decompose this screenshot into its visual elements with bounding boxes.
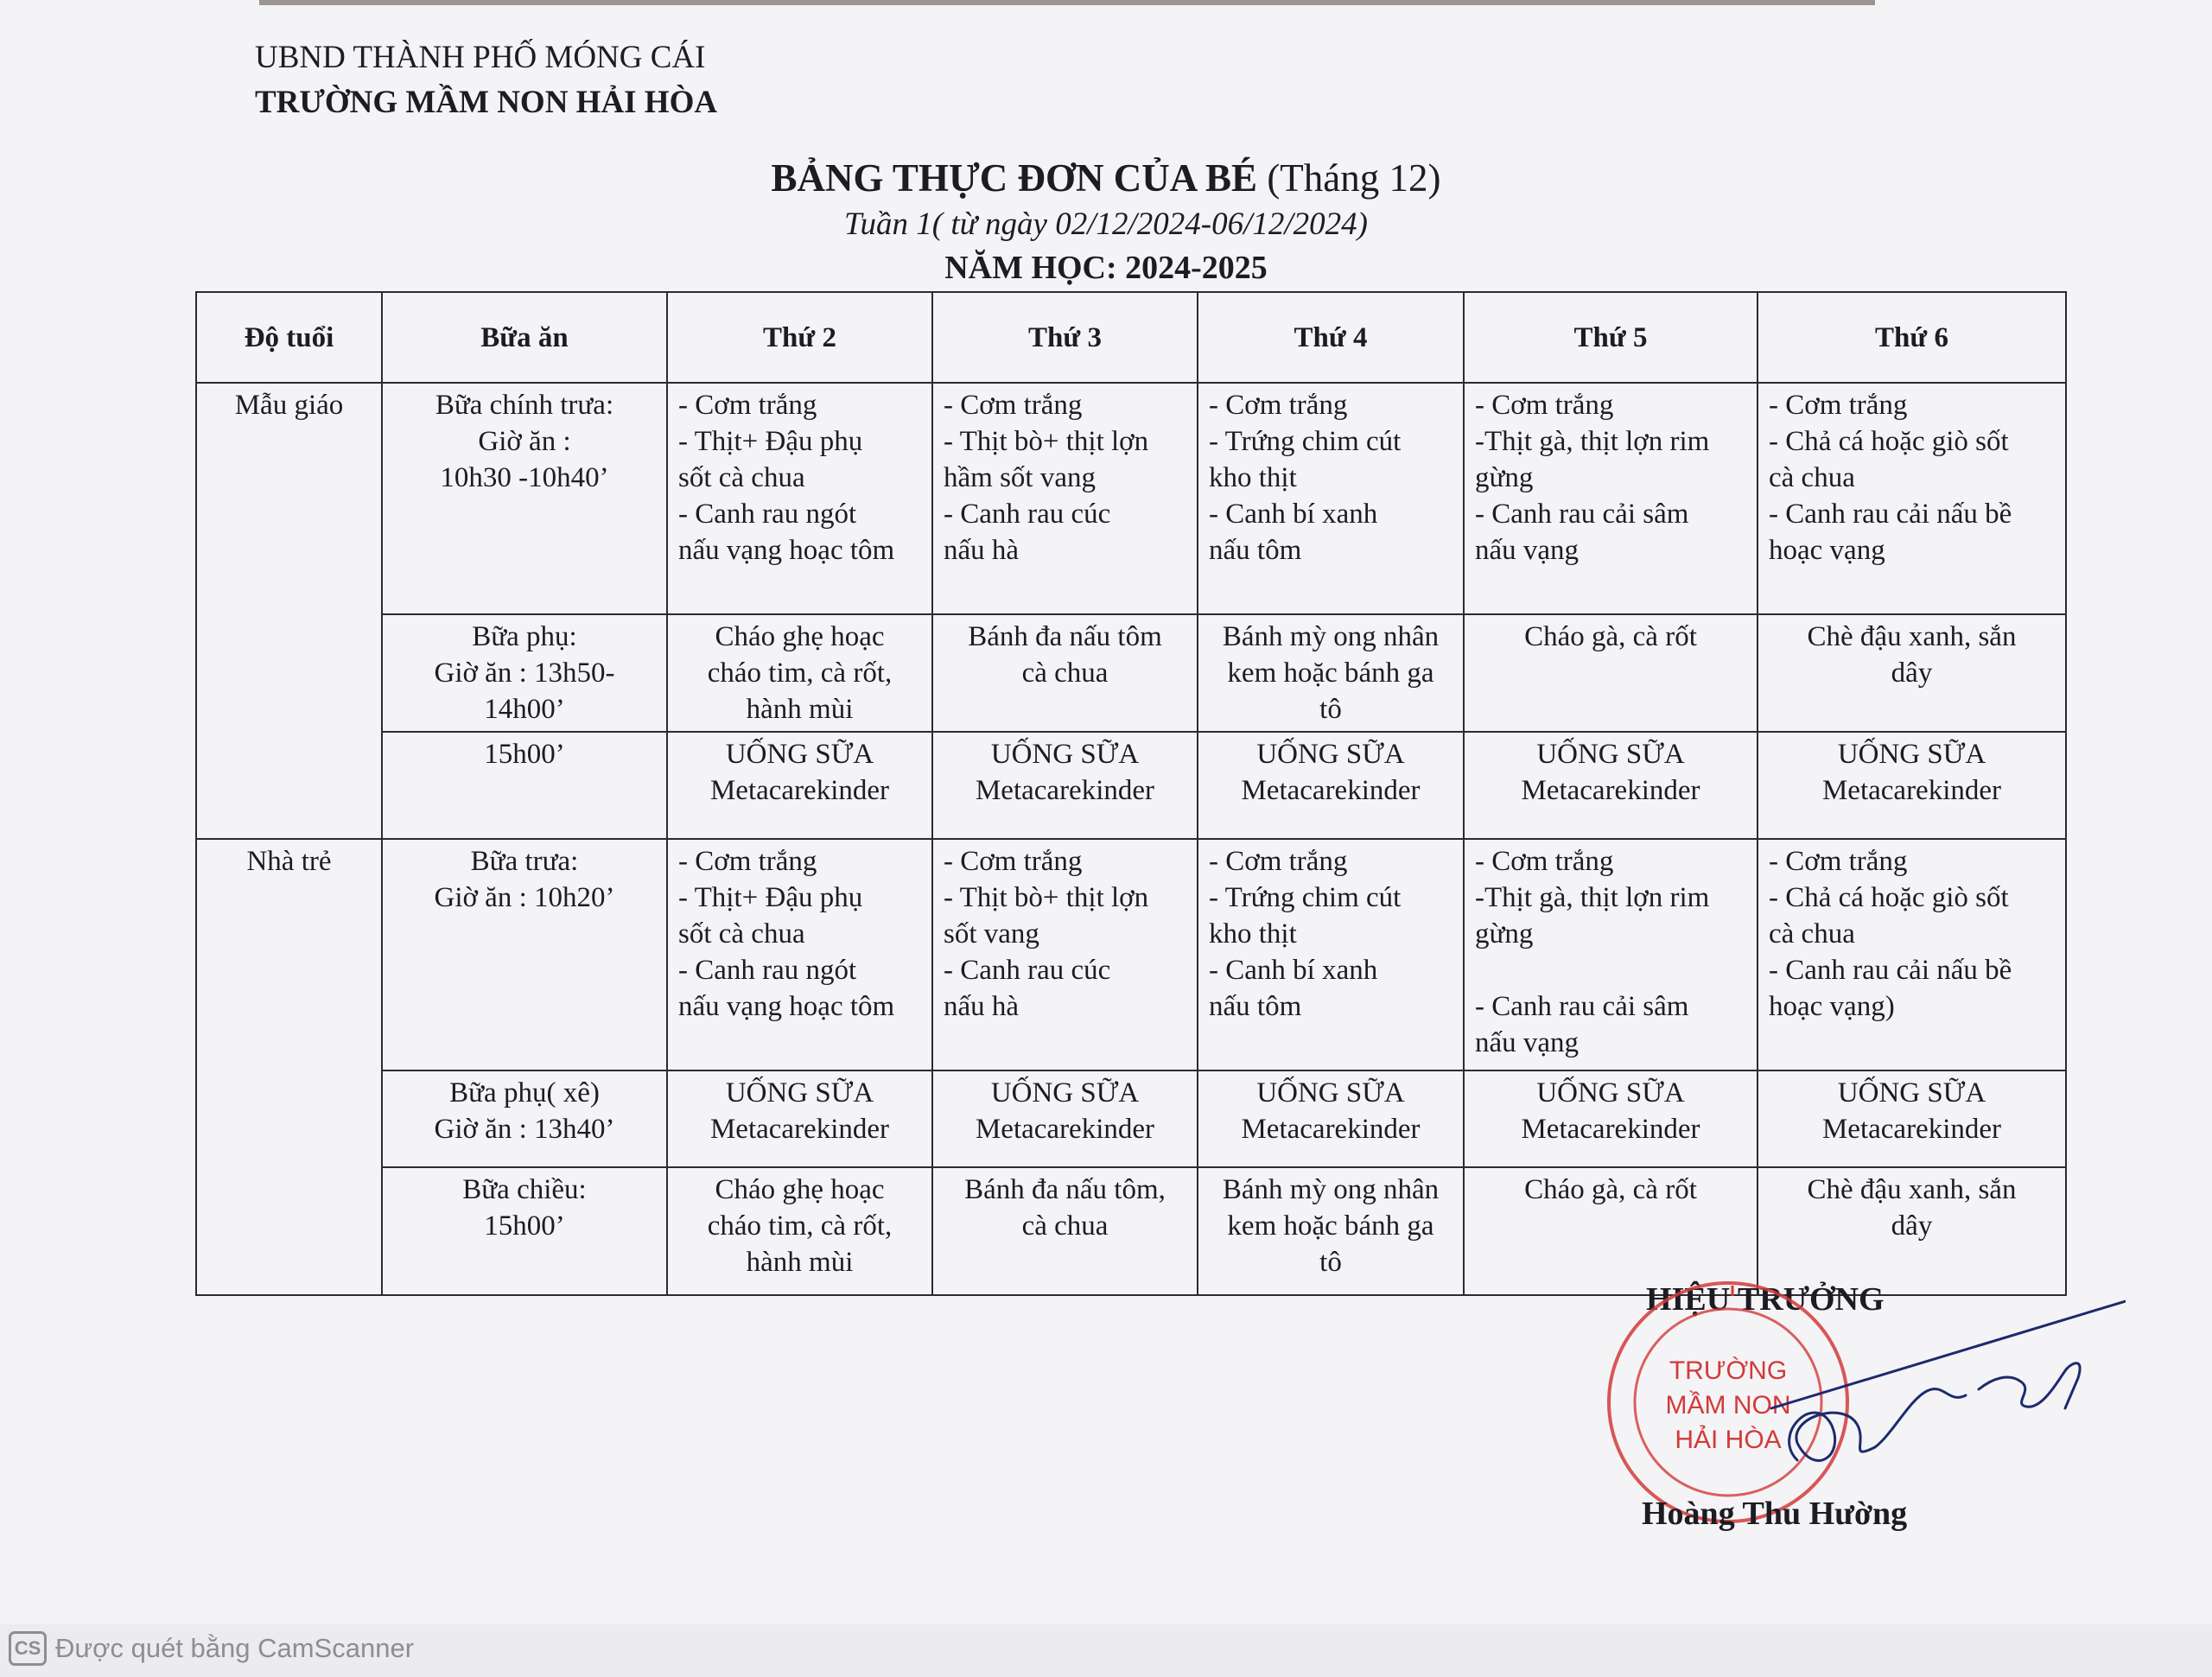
dish-line: cháo tim, cà rốt, <box>707 1210 893 1242</box>
dish-line: Cháo ghẹ hoạc <box>715 621 885 652</box>
dish-line: nấu tôm <box>1209 991 1302 1022</box>
dish-cell <box>667 732 932 839</box>
dish-line: kho thịt <box>1209 462 1297 493</box>
dish-cell <box>1758 614 2066 732</box>
dish-line: - Canh rau ngót <box>678 499 857 530</box>
dish-line: Metacarekinder <box>1821 1114 2002 1145</box>
dish-line: UỐNG SỮA <box>1837 1077 1986 1108</box>
dish-line: hoạc vạng) <box>1769 991 1895 1022</box>
dish-line: - Trứng chim cút <box>1209 882 1402 913</box>
dish-line: - Thịt bò+ thịt lợn <box>944 882 1149 913</box>
menu-row <box>196 1070 2066 1167</box>
dish-cell <box>1464 839 1758 1070</box>
dish-line: - Cơm trắng <box>944 846 1083 877</box>
dish-line: - Cơm trắng <box>1475 390 1614 421</box>
meal-line: 10h30 -10h40’ <box>440 462 609 493</box>
dish-line: tô <box>1319 694 1342 725</box>
column-header: Thứ 4 <box>1198 292 1464 383</box>
dish-line: UỐNG SỮA <box>990 1077 1140 1108</box>
meal-line: Giờ ăn : <box>478 426 571 457</box>
principal-name: Hoàng Thu Hường <box>1642 1496 1908 1532</box>
menu-row <box>196 614 2066 732</box>
dish-cell <box>932 839 1198 1070</box>
stamp-line: TRƯỜNG <box>1669 1356 1788 1385</box>
school-name: TRƯỜNG MẦM NON HẢI HÒA <box>255 85 718 120</box>
dish-line: cà chua <box>1021 657 1109 689</box>
dish-line: cà chua <box>1769 918 1855 950</box>
dish-line: Metacarekinder <box>709 1114 890 1145</box>
dish-line: Bánh mỳ ong nhân <box>1222 621 1440 652</box>
dish-line: tô <box>1319 1247 1342 1278</box>
dish-line: hầm sốt vang <box>944 462 1096 493</box>
menu-row <box>196 839 2066 1070</box>
dish-line: nấu vạng <box>1475 535 1580 566</box>
dish-line: UỐNG SỮA <box>725 1077 874 1108</box>
dish-line: Metacarekinder <box>975 775 1155 806</box>
dish-line: - Canh bí xanh <box>1209 499 1378 530</box>
dish-line: - Canh rau cải nấu bề <box>1769 955 2012 986</box>
agency-name: UBND THÀNH PHỐ MÓNG CÁI <box>255 40 706 75</box>
dish-cell <box>1464 732 1758 839</box>
dish-line: sốt cà chua <box>678 462 805 493</box>
meal-line: Bữa chiều: <box>462 1174 587 1205</box>
dish-line: nấu vạng <box>1475 1027 1580 1058</box>
dish-line: nấu tôm <box>1209 535 1302 566</box>
dish-line: UỐNG SỮA <box>1536 1077 1685 1108</box>
dish-cell <box>1198 732 1464 839</box>
dish-line: nấu hà <box>944 991 1020 1022</box>
dish-cell <box>932 383 1198 614</box>
meal-line: 15h00’ <box>484 739 565 770</box>
age-group: Mẫu giáo <box>196 383 382 839</box>
dish-line: kem hoặc bánh ga <box>1227 657 1434 689</box>
dish-line: Bánh đa nấu tôm <box>968 621 1162 652</box>
dish-line: cà chua <box>1021 1210 1109 1242</box>
dish-line: Cháo gà, cà rốt <box>1524 1174 1697 1205</box>
dish-cell <box>1464 614 1758 732</box>
meal-line: Giờ ăn : 13h50- <box>434 657 615 689</box>
column-header: Thứ 6 <box>1758 292 2066 383</box>
dish-line: dây <box>1891 1210 1933 1242</box>
column-header: Độ tuổi <box>196 292 382 383</box>
dish-line: cháo tim, cà rốt, <box>707 657 893 689</box>
dish-cell <box>667 1070 932 1167</box>
dish-line: UỐNG SỮA <box>1256 739 1405 770</box>
meal-line: 14h00’ <box>484 694 565 725</box>
dish-line: - Cơm trắng <box>944 390 1083 421</box>
dish-line: UỐNG SỮA <box>990 739 1140 770</box>
meal-line: Bữa trưa: <box>470 846 579 877</box>
dish-line: hoạc vạng <box>1769 535 1885 566</box>
dish-line: nấu vạng hoạc tôm <box>678 535 895 566</box>
dish-line: sốt vang <box>944 918 1039 950</box>
dish-line: - Canh rau cải nấu bề <box>1769 499 2012 530</box>
title-month: (Tháng 12) <box>1267 156 1441 200</box>
dish-line: -Thịt gà, thịt lợn rim <box>1475 426 1710 457</box>
dish-cell <box>1198 383 1464 614</box>
week-range: Tuần 1( từ ngày 02/12/2024-06/12/2024) <box>843 206 1368 242</box>
meal-cell <box>382 732 667 839</box>
age-group: Nhà trẻ <box>196 839 382 1295</box>
dish-line: cà chua <box>1769 462 1855 493</box>
watermark-text: Được quét bằng CamScanner <box>55 1633 415 1663</box>
column-header: Thứ 2 <box>667 292 932 383</box>
meal-cell <box>382 1167 667 1295</box>
dish-cell <box>1758 383 2066 614</box>
dish-cell <box>1758 1167 2066 1295</box>
meal-line: 15h00’ <box>484 1210 565 1242</box>
dish-cell <box>667 839 932 1070</box>
dish-line: Bánh mỳ ong nhân <box>1222 1174 1440 1205</box>
dish-cell <box>1464 1167 1758 1295</box>
meal-cell <box>382 614 667 732</box>
stamp-line: HẢI HÒA <box>1675 1426 1782 1454</box>
dish-line: -Thịt gà, thịt lợn rim <box>1475 882 1710 913</box>
dish-line: UỐNG SỮA <box>725 739 874 770</box>
dish-line: UỐNG SỮA <box>1256 1077 1405 1108</box>
dish-line: Metacarekinder <box>1821 775 2002 806</box>
dish-cell <box>667 1167 932 1295</box>
dish-cell <box>1464 383 1758 614</box>
camscanner-logo: CS <box>9 1631 47 1666</box>
dish-cell <box>1198 1167 1464 1295</box>
dish-line: gừng <box>1475 918 1534 950</box>
dish-line: - Thịt+ Đậu phụ <box>678 426 863 457</box>
dish-line: - Cơm trắng <box>678 846 817 877</box>
dish-line: - Chả cá hoặc giò sốt <box>1769 426 2009 457</box>
dish-line: - Thịt+ Đậu phụ <box>678 882 863 913</box>
dish-line: - Canh rau cúc <box>944 499 1111 530</box>
dish-line: Chè đậu xanh, sắn <box>1807 621 2017 652</box>
principal-title: HIỆU TRƯỞNG <box>1646 1281 1885 1318</box>
page-edge <box>259 0 1875 5</box>
dish-line: hành mùi <box>746 1247 854 1278</box>
dish-line: Cháo gà, cà rốt <box>1524 621 1697 652</box>
dish-line: hành mùi <box>746 694 854 725</box>
scanner-watermark <box>9 1631 414 1666</box>
dish-line: gừng <box>1475 462 1534 493</box>
dish-line: nấu hà <box>944 535 1020 566</box>
dish-line: kho thịt <box>1209 918 1297 950</box>
dish-cell <box>1758 1070 2066 1167</box>
dish-line: Metacarekinder <box>1241 775 1421 806</box>
dish-line: Cháo ghẹ hoạc <box>715 1174 885 1205</box>
dish-line: kem hoặc bánh ga <box>1227 1210 1434 1242</box>
title-main: BẢNG THỰC ĐƠN CỦA BÉ <box>771 156 1258 200</box>
menu-table <box>195 291 2067 1296</box>
dish-line: sốt cà chua <box>678 918 805 950</box>
stamp-line: MẦM NON <box>1665 1391 1791 1420</box>
dish-cell <box>1758 839 2066 1070</box>
dish-line: - Canh bí xanh <box>1209 955 1378 986</box>
dish-line: Bánh đa nấu tôm, <box>964 1174 1166 1205</box>
dish-cell <box>667 383 932 614</box>
document-title <box>0 156 2212 200</box>
dish-line: - Trứng chim cút <box>1209 426 1402 457</box>
meal-cell <box>382 383 667 614</box>
dish-line: UỐNG SỮA <box>1837 739 1986 770</box>
handwritten-signature <box>1763 1296 2126 1486</box>
meal-line: Bữa chính trưa: <box>435 390 614 421</box>
dish-line: Metacarekinder <box>1521 1114 1700 1145</box>
dish-line: UỐNG SỮA <box>1536 739 1685 770</box>
dish-line <box>1475 952 1746 988</box>
menu-row <box>196 732 2066 839</box>
dish-cell <box>667 614 932 732</box>
dish-cell <box>1758 732 2066 839</box>
dish-cell <box>932 1070 1198 1167</box>
dish-line: - Canh rau cải sâm <box>1475 991 1689 1022</box>
meal-line: Bữa phụ( xê) <box>449 1077 600 1108</box>
dish-line: Metacarekinder <box>709 775 890 806</box>
dish-line: - Canh rau ngót <box>678 955 857 986</box>
dish-cell <box>1198 614 1464 732</box>
dish-line: Metacarekinder <box>1241 1114 1421 1145</box>
dish-cell <box>932 1167 1198 1295</box>
dish-cell <box>932 732 1198 839</box>
dish-line: - Cơm trắng <box>1769 390 1908 421</box>
dish-line: nấu vạng hoạc tôm <box>678 991 895 1022</box>
dish-cell <box>1198 839 1464 1070</box>
dish-line: - Cơm trắng <box>678 390 817 421</box>
dish-line: - Cơm trắng <box>1475 846 1614 877</box>
meal-line: Giờ ăn : 10h20’ <box>434 882 615 913</box>
column-header: Thứ 5 <box>1464 292 1758 383</box>
dish-cell <box>932 614 1198 732</box>
meal-cell <box>382 839 667 1070</box>
dish-line: - Chả cá hoặc giò sốt <box>1769 882 2009 913</box>
school-year: NĂM HỌC: 2024-2025 <box>944 250 1268 286</box>
dish-line: Metacarekinder <box>975 1114 1155 1145</box>
dish-line: - Canh rau cải sâm <box>1475 499 1689 530</box>
dish-line: - Thịt bò+ thịt lợn <box>944 426 1149 457</box>
dish-line: dây <box>1891 657 1933 689</box>
menu-row <box>196 1167 2066 1295</box>
meal-line: Giờ ăn : 13h40’ <box>434 1114 615 1145</box>
dish-line: - Canh rau cúc <box>944 955 1111 986</box>
meal-cell <box>382 1070 667 1167</box>
dish-cell <box>1464 1070 1758 1167</box>
menu-row <box>196 383 2066 614</box>
header-row <box>196 292 2066 383</box>
meal-line: Bữa phụ: <box>472 621 577 652</box>
dish-line: Chè đậu xanh, sắn <box>1807 1174 2017 1205</box>
dish-line: - Cơm trắng <box>1769 846 1908 877</box>
column-header: Thứ 3 <box>932 292 1198 383</box>
dish-cell <box>1198 1070 1464 1167</box>
dish-line: Metacarekinder <box>1521 775 1700 806</box>
dish-line: - Cơm trắng <box>1209 390 1348 421</box>
dish-line: - Cơm trắng <box>1209 846 1348 877</box>
column-header: Bữa ăn <box>382 292 667 383</box>
